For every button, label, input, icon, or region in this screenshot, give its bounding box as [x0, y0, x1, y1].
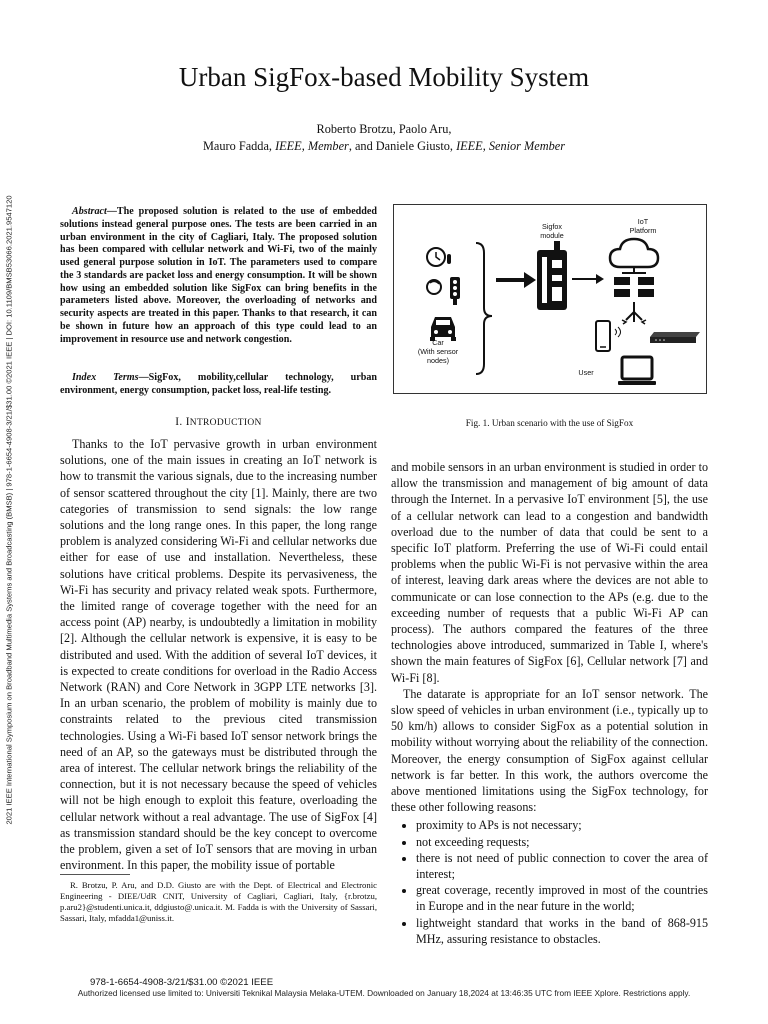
paragraph: Thanks to the IoT pervasive growth in urban environment solutions, one of the main issues in creating an IoT network is how to transmit the various signals, due to the increasing number of sensor scattered throughout the city [1]. Mainly, there are two categories of transmission to send signals: the low range solutions and the long range ones. In this paper, the long range problem is analyzed considering Wi-Fi and cellular networks due either for ease of use and installation. Nevertheless, these solutions have critical problems. Despite its pervasiveness, the Wi-Fi has security and privacy related weak spots. Furthermore, the limited range of coverage together with the need for an access point (AP) nearby, is undoubtedly a limitation in mobility [2]. Although the cellular network is expensive, it is easy to be distributed and used. With the addition of several IoT devices, it is expected to create conditions for overload in the Radio Access Network (RAN) and Core Network in 3GPP LTE networks [3]. In an urban scenario, the problem of mobility is mainly due to constraints related to the previous cited transmission technologies. Using a Wi-Fi based IoT sensor network brings the need of an AP, so the gateways must be distributed through the area of interest. The cellular network brings the reliability of the connection, but it is not necessary because the speed of vehicles will not be high enough to exploit this feature, overloading the cellular network without a real advantage. The use of SigFox [4] as transmission standard should be the key concept to overcome the problem, given a set of IoT sensors that are moving in urban environment. In this paper, the mobility issue of portable — [60, 437, 377, 873]
section-heading — [60, 416, 377, 428]
author-name: Mauro Fadda, — [203, 139, 276, 153]
smartphone-icon — [596, 321, 621, 351]
paper-title: Urban SigFox-based Mobility System — [178, 62, 590, 92]
footnote: R. Brotzu, P. Aru, and D.D. Giusto are with the Dept. of Electrical and Electronic Engineering - DIEE/UdR CNIT, University of Cagliari, Cagliari, Italy, {r.brotzu, p.aru2}@studenti.unica.it, ddgiusto@.unica.it. M. Fadda is with the University of Sassari, Sassari, Italy, mfadda1@uniss.it. — [60, 880, 377, 923]
copyright-line: 978-1-6654-4908-3/21/$31.00 ©2021 IEEE — [90, 977, 274, 988]
list-item: • proximity to APs is not necessary; — [416, 817, 708, 833]
cloud-icon — [610, 239, 658, 297]
figure-caption: Fig. 1. Urban scenario with the use of SigFox — [465, 418, 634, 428]
list-item: • lightweight standard that works in the band of 868-915 MHz, assuring resistance to obstacles. — [416, 915, 708, 947]
router-icon — [650, 332, 700, 343]
list-item: • great coverage, recently improved in most of the countries in Europe and in the near future in the world; — [416, 882, 708, 914]
index-terms-dash: — — [138, 372, 149, 383]
list-item: • there is not need of public connection to cover the area of interest; — [416, 850, 708, 882]
user-label: User — [578, 368, 594, 377]
paragraph: and mobile sensors in an urban environment is studied in order to allow the transmission and management of big amount of data through the Internet. In a pervasive IoT environment [5], the use of a cellular network can lead to a congestion and bandwidth overload due to the number of data that could be sent to a specific IoT platform. Preferring the use of Wi-Fi could entail problems when the public Wi-Fi is not pervasive within the area of interest, leaving dark areas where the devices are not able to communicate or can lose connection to the APs (e.g. due to the exceeding number of requests that a public Wi-Fi AP can process). The authors compared the features of the three technologies above introduced, summarized in Table I, where's shown the main features of SigFox [6], Cellular network [7] and Wi-Fi [8]. — [391, 460, 708, 685]
sigfox-board-icon — [537, 241, 567, 310]
paragraph: The datarate is appropriate for an IoT sensor network. The slow speed of vehicles in urban environment (i.e., typically up to 50 km/h) allows to consider SigFox as a potential solution in mobility without worrying about the reliability of the connection. Moreover, the energy consumption of SigFox against cellular network is far better. In this work, the authors overcome the above mentioned limitations using the SigFox technology, for these other following reasons: — [391, 686, 708, 815]
doi-sidebar — [2, 60, 16, 960]
section-number: I. — [175, 416, 186, 428]
author-affiliation: IEEE, Member — [275, 139, 349, 153]
iot-platform-text: IoT Platform — [629, 217, 657, 235]
laptop-icon — [618, 357, 656, 385]
index-terms-text: SigFox, mobility,cellular technology, urban environment, energy consumption, packet loss, real-life testing. — [60, 372, 377, 396]
index-terms-label: Index Terms — [72, 372, 139, 383]
sensor-icons — [427, 248, 460, 305]
author-name: , and Daniele Giusto, — [348, 139, 457, 153]
body-text-left — [60, 436, 377, 873]
section-title-rest: NTRODUCTION — [189, 418, 262, 428]
footnote-rule — [60, 874, 130, 875]
arrow-to-platform-icon — [572, 274, 604, 284]
author-block — [0, 121, 768, 155]
license-notice: Authorized licensed use limited to: Universiti Teknikal Malaysia Melaka-UTEM. Downloaded on January 18,2024 at 13:46:35 UTC from IEEE Xplore. Restrictions apply. — [77, 988, 691, 998]
car-label-text: Car (With sensor nodes) — [417, 338, 459, 365]
author-line-1: Roberto Brotzu, Paolo Aru, — [316, 122, 452, 136]
index-terms — [60, 372, 377, 398]
arrow-to-module-icon — [496, 272, 536, 288]
abstract — [60, 206, 377, 346]
author-affiliation: IEEE, Senior Member — [456, 139, 565, 153]
sigfox-module-text: Sigfox module — [540, 222, 564, 240]
abstract-text: The proposed solution is related to the use of embedded solutions instead general purpose ones. The tests are been carried in an urban environment in the city of Cagliari, Italy. The proposed solution has been compared with cellular network and Wi-Fi, two of the mainly used general purpose solution in IoT. The parameters used to compare the 3 standards are packet loss and energy consumption. It will be shown how using an embedded solution like SigFox can bring benefits in the parameters listed above. Moreover, the overloading of networks and security aspects are treated in this paper. Thanks to that research, it can be shown in future how an approach of this type could lead to an improvement in resource use and network congestion. — [60, 206, 377, 345]
sigfox-module-label — [526, 222, 578, 240]
list-item: • not exceeding requests; — [416, 834, 708, 850]
doi-sidebar-text: 2021 IEEE International Symposium on Broadband Multimedia Systems and Broadcasting (BMSB) | 978-1-6654-4908-3/21/$31.00 ©2021 IEEE | DOI: 10.1109/BMSB53066.2021.9547120 — [4, 195, 14, 825]
abstract-dash: — — [106, 206, 117, 217]
section-first-letter: I — [185, 416, 190, 428]
figure-1 — [393, 204, 707, 394]
wireless-arrows-icon — [622, 302, 646, 324]
reasons-list — [391, 817, 708, 947]
author-line-2 — [0, 138, 768, 155]
body-text-right — [391, 459, 708, 947]
abstract-label: Abstract — [72, 206, 107, 217]
iot-platform-label — [616, 217, 670, 235]
car-label — [406, 338, 470, 365]
